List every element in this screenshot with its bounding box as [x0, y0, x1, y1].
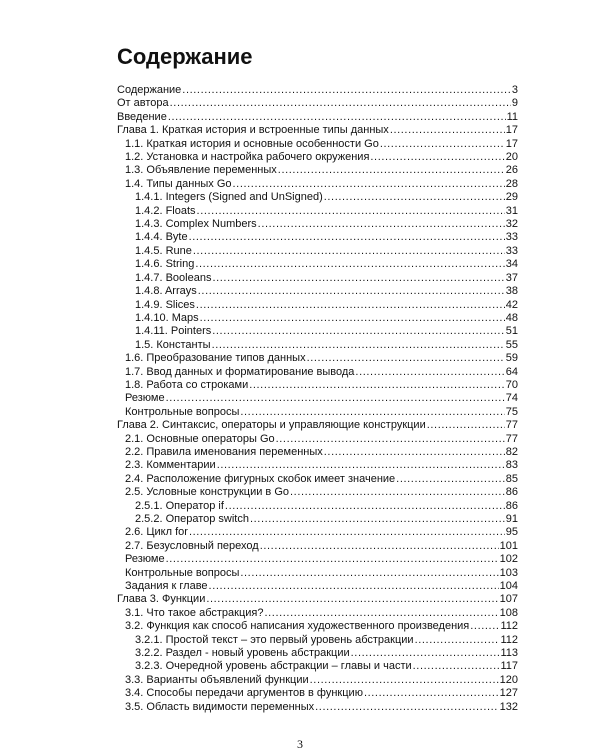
- dot-leader: [396, 473, 505, 486]
- toc-entry-page: 104: [499, 580, 518, 593]
- toc-entry[interactable]: [117, 285, 518, 298]
- dot-leader: [193, 245, 505, 258]
- toc-entry-page: 132: [499, 700, 518, 713]
- toc-entry[interactable]: [117, 325, 518, 338]
- dot-leader: [413, 660, 500, 673]
- toc-entry-page: 74: [505, 392, 518, 405]
- toc-entry-label: 2.3. Комментарии: [125, 459, 216, 472]
- toc-entry-label: 1.4.9. Slices: [135, 298, 195, 311]
- dot-leader: [200, 312, 505, 325]
- toc-entry-label: 1.4.11. Pointers: [135, 325, 212, 338]
- toc-entry[interactable]: [117, 500, 518, 513]
- toc-entry-page: 38: [505, 285, 518, 298]
- toc-entry-page: 20: [505, 151, 518, 164]
- toc-entry[interactable]: [117, 392, 518, 405]
- dot-leader: [189, 526, 505, 539]
- toc-entry-label: 3.2.3. Очередной уровень абстракции – главы и части: [135, 660, 412, 673]
- dot-leader: [206, 593, 498, 606]
- toc-entry[interactable]: [117, 553, 518, 566]
- toc-entry[interactable]: [117, 620, 518, 633]
- dot-leader: [370, 151, 504, 164]
- toc-entry-page: 3: [511, 84, 518, 96]
- toc-entry[interactable]: [117, 433, 518, 446]
- dot-leader: [380, 138, 505, 151]
- toc-entry[interactable]: [117, 473, 518, 486]
- toc-entry[interactable]: [117, 111, 518, 124]
- toc-entry-label: 1.4.8. Arrays: [135, 285, 197, 298]
- toc-entry-label: Глава 3. Функции: [117, 593, 206, 606]
- toc-entry[interactable]: [117, 352, 518, 365]
- dot-leader: [315, 701, 498, 714]
- dot-leader: [364, 687, 499, 700]
- dot-leader: [198, 285, 505, 298]
- toc-entry[interactable]: [117, 231, 518, 244]
- toc-entry-label: 2.5. Условные конструкции в Go: [125, 486, 290, 499]
- toc-entry-label: 1.4.2. Floats: [135, 204, 196, 217]
- toc-entry-page: 102: [499, 553, 518, 566]
- toc-entry-page: 48: [505, 311, 518, 324]
- dot-leader: [258, 218, 505, 231]
- toc-entry-page: 127: [499, 687, 518, 700]
- toc-entry-label: 1.1. Краткая история и основные особенности Go: [125, 137, 379, 150]
- toc-entry-label: Контрольные вопросы: [125, 566, 240, 579]
- toc-entry-label: 3.4. Способы передачи аргументов в функцию: [125, 687, 363, 700]
- toc-entry-page: 64: [505, 365, 518, 378]
- dot-leader: [276, 433, 505, 446]
- toc-entry-page: 17: [505, 137, 518, 150]
- toc-entry[interactable]: [117, 580, 518, 593]
- toc-entry[interactable]: [117, 191, 518, 204]
- toc-entry[interactable]: [117, 701, 518, 714]
- toc-entry-label: 2.5.1. Оператор if: [135, 499, 224, 512]
- toc-entry[interactable]: [117, 607, 518, 620]
- dot-leader: [212, 325, 505, 338]
- toc-entry-page: 91: [505, 513, 518, 525]
- dot-leader: [212, 272, 504, 285]
- toc-entry[interactable]: [117, 178, 518, 191]
- toc-entry-label: 1.4.6. String: [135, 258, 195, 271]
- toc-entry-page: 77: [505, 419, 518, 432]
- toc-entry[interactable]: [117, 312, 518, 325]
- toc-entry-label: 1.4.1. Integers (Signed and UnSigned): [135, 191, 323, 204]
- dot-leader: [278, 164, 505, 177]
- toc-entry-page: 77: [505, 432, 518, 445]
- dot-leader: [260, 540, 499, 553]
- dot-leader: [355, 366, 504, 379]
- toc-entry-page: 31: [505, 204, 518, 217]
- toc-entry-label: 3.3. Варианты объявлений функции: [125, 673, 309, 686]
- toc-entry[interactable]: [117, 245, 518, 258]
- toc-entry-page: 26: [505, 164, 518, 177]
- toc-entry-page: 9: [511, 97, 518, 110]
- toc-entry[interactable]: [117, 406, 518, 419]
- toc-entry-label: Контрольные вопросы: [125, 405, 240, 418]
- toc-entry-page: 70: [505, 378, 518, 391]
- toc-entry-page: 32: [505, 218, 518, 231]
- dot-leader: [240, 567, 498, 580]
- toc-entry[interactable]: [117, 272, 518, 285]
- toc-entry-label: 1.4.4. Byte: [135, 231, 188, 244]
- toc-entry-label: 2.7. Безусловный переход: [125, 539, 259, 552]
- toc-entry[interactable]: [117, 446, 518, 459]
- toc-entry-page: 17: [505, 124, 518, 137]
- dot-leader: [427, 419, 505, 432]
- toc-entry[interactable]: [117, 459, 518, 472]
- toc-entry-page: 101: [499, 539, 518, 552]
- toc-entry-page: 59: [505, 352, 518, 365]
- dot-leader: [470, 620, 499, 633]
- toc-entry-label: 1.3. Объявление переменных: [125, 164, 277, 177]
- toc-entry[interactable]: [117, 379, 518, 392]
- toc-entry-label: 3.2.1. Простой текст – это первый уровень абстракции: [135, 633, 414, 646]
- dot-leader: [195, 258, 504, 271]
- toc-entry[interactable]: [117, 84, 518, 97]
- toc-entry[interactable]: [117, 366, 518, 379]
- dot-leader: [351, 647, 500, 660]
- toc-entry[interactable]: [117, 687, 518, 700]
- toc-entry[interactable]: [117, 540, 518, 553]
- toc-entry-label: Глава 2. Синтаксис, операторы и управляющие конструкции: [117, 419, 426, 432]
- toc-entry-label: 1.8. Работа со строками: [125, 378, 249, 391]
- dot-leader: [390, 124, 505, 137]
- toc-entry-page: 55: [505, 338, 518, 351]
- toc-entry-page: 34: [505, 258, 518, 271]
- dot-leader: [197, 205, 505, 218]
- toc-entry[interactable]: [117, 513, 518, 526]
- toc-entry-label: 3.5. Область видимости переменных: [125, 700, 315, 713]
- dot-leader: [324, 446, 505, 459]
- toc-entry-page: 37: [505, 271, 518, 284]
- toc-entry[interactable]: [117, 567, 518, 580]
- toc-entry-page: 83: [505, 459, 518, 472]
- toc-entry[interactable]: [117, 660, 518, 673]
- dot-leader: [249, 379, 505, 392]
- toc-entry-page: 120: [499, 673, 518, 686]
- dot-leader: [310, 674, 499, 687]
- toc-entry-page: 82: [505, 445, 518, 458]
- toc-entry-label: 1.7. Ввод данных и форматирование вывода: [125, 365, 355, 378]
- table-of-contents: [117, 84, 518, 714]
- toc-entry-page: 86: [505, 486, 518, 499]
- dot-leader: [189, 231, 505, 244]
- toc-entry-page: 86: [505, 499, 518, 512]
- toc-entry-page: 108: [499, 606, 518, 619]
- toc-entry-label: 1.4. Типы данных Go: [125, 177, 232, 190]
- dot-leader: [307, 352, 505, 365]
- toc-entry-label: 3.2.2. Раздел - новый уровень абстракции: [135, 647, 350, 660]
- page-number: 3: [297, 737, 303, 751]
- toc-entry[interactable]: [117, 138, 518, 151]
- toc-entry-label: 2.2. Правила именования переменных: [125, 445, 323, 458]
- toc-entry-page: 75: [505, 405, 518, 418]
- toc-entry[interactable]: [117, 258, 518, 271]
- dot-leader: [217, 459, 505, 472]
- toc-entry[interactable]: [117, 634, 518, 647]
- dot-leader: [196, 299, 505, 312]
- dot-leader: [264, 607, 498, 620]
- toc-entry[interactable]: [117, 486, 518, 499]
- toc-entry-label: Введение: [117, 110, 167, 123]
- toc-entry-page: 112: [500, 620, 518, 633]
- toc-entry[interactable]: [117, 674, 518, 687]
- toc-entry-page: 103: [499, 566, 518, 579]
- toc-entry-label: От автора: [117, 97, 169, 110]
- toc-entry-page: 107: [499, 593, 518, 606]
- toc-entry-page: 33: [505, 231, 518, 244]
- toc-entry-page: 28: [505, 177, 518, 190]
- toc-entry-page: 42: [505, 298, 518, 311]
- dot-leader: [209, 580, 499, 593]
- toc-entry-page: 113: [500, 647, 518, 660]
- toc-entry-page: 112: [500, 633, 518, 646]
- toc-entry[interactable]: [117, 97, 518, 110]
- toc-entry-page: 51: [505, 325, 518, 338]
- dot-leader: [324, 191, 505, 204]
- toc-entry-label: 1.4.10. Maps: [135, 311, 199, 324]
- toc-entry[interactable]: [117, 593, 518, 606]
- toc-entry-label: 1.4.5. Rune: [135, 244, 192, 257]
- toc-entry-page: 85: [505, 472, 518, 485]
- dot-leader: [415, 634, 500, 647]
- toc-entry-label: 1.4.7. Booleans: [135, 271, 212, 284]
- toc-entry-label: 3.1. Что такое абстракция?: [125, 606, 264, 619]
- dot-leader: [225, 500, 505, 513]
- toc-entry-page: 33: [505, 244, 518, 257]
- toc-entry-label: 1.5. Константы: [135, 338, 211, 351]
- toc-entry[interactable]: [117, 526, 518, 539]
- toc-entry[interactable]: [117, 419, 518, 432]
- dot-leader: [250, 513, 505, 526]
- toc-entry-label: 3.2. Функция как способ написания художественного произведения: [125, 620, 470, 633]
- page-title: Содержание: [117, 44, 253, 69]
- toc-entry[interactable]: [117, 299, 518, 312]
- dot-leader: [170, 97, 511, 110]
- toc-entry[interactable]: [117, 151, 518, 164]
- toc-entry-label: Глава 1. Краткая история и встроенные типы данных: [117, 124, 389, 137]
- toc-entry-label: Задания к главе: [125, 580, 208, 593]
- toc-entry[interactable]: [117, 205, 518, 218]
- dot-leader: [166, 392, 505, 405]
- toc-entry-label: 2.5.2. Оператор switch: [135, 513, 249, 525]
- toc-entry-label: 2.4. Расположение фигурных скобок имеет значение: [125, 472, 396, 485]
- dot-leader: [166, 553, 499, 566]
- toc-entry-label: 1.4.3. Complex Numbers: [135, 218, 257, 231]
- dot-leader: [168, 111, 506, 124]
- toc-entry[interactable]: [117, 218, 518, 231]
- toc-entry-label: 1.2. Установка и настройка рабочего окружения: [125, 151, 370, 164]
- dot-leader: [240, 406, 504, 419]
- toc-entry-page: 117: [500, 660, 518, 673]
- dot-leader: [182, 84, 511, 97]
- dot-leader: [233, 178, 505, 191]
- toc-entry-page: 29: [505, 191, 518, 204]
- toc-entry[interactable]: [117, 164, 518, 177]
- toc-entry-label: Резюме: [125, 553, 165, 566]
- toc-entry-label: 1.6. Преобразование типов данных: [125, 352, 306, 365]
- toc-entry-page: 11: [506, 110, 518, 123]
- toc-entry-label: 2.1. Основные операторы Go: [125, 432, 275, 445]
- toc-entry-label: Резюме: [125, 392, 165, 405]
- toc-entry-label: Содержание: [117, 84, 182, 96]
- toc-entry-label: 2.6. Цикл for: [125, 526, 188, 539]
- toc-entry[interactable]: [117, 647, 518, 660]
- toc-entry[interactable]: [117, 339, 518, 352]
- dot-leader: [290, 486, 505, 499]
- toc-entry-page: 95: [505, 526, 518, 539]
- toc-entry[interactable]: [117, 124, 518, 137]
- dot-leader: [212, 339, 505, 352]
